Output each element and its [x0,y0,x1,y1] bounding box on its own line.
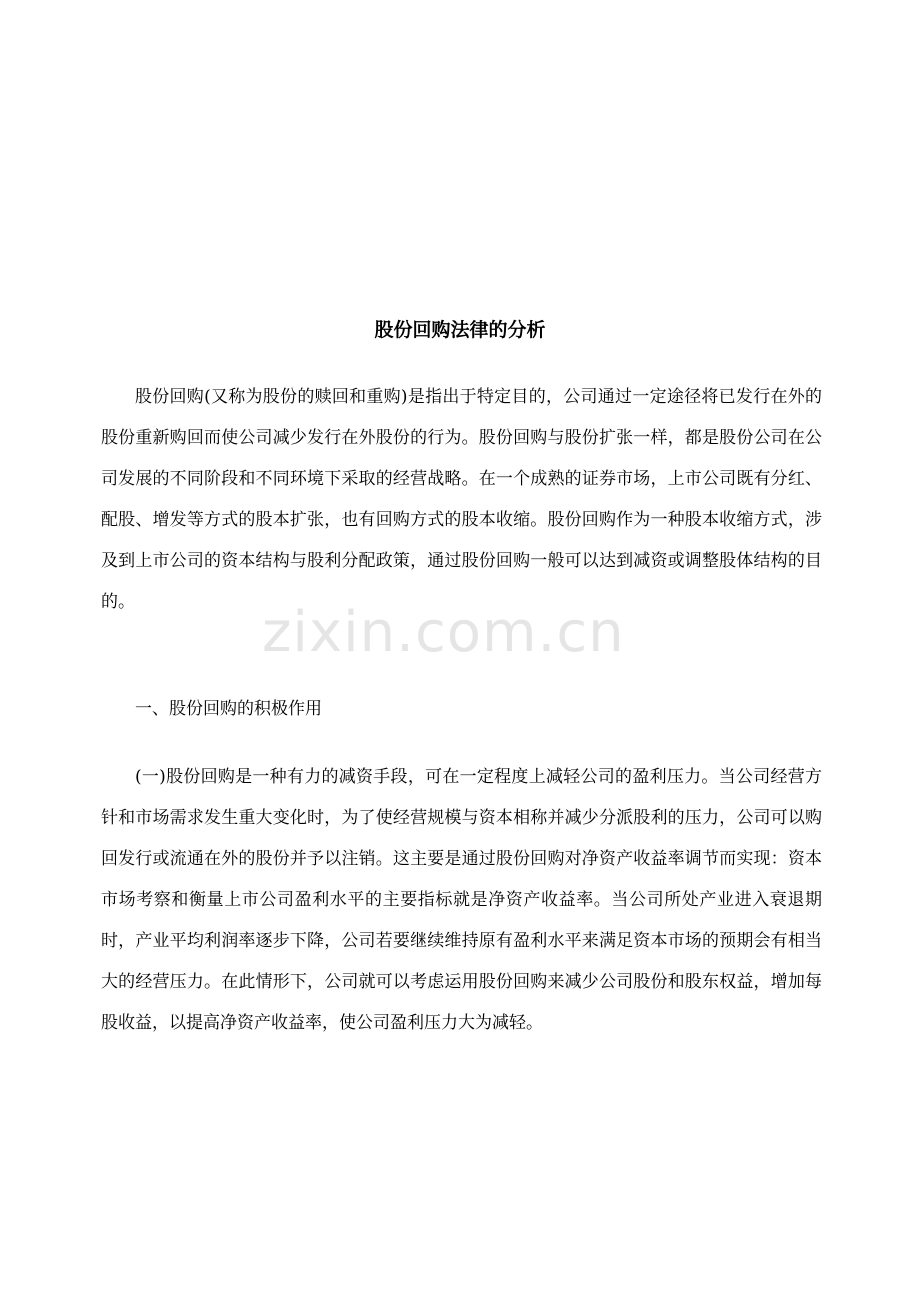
paragraph-intro: 股份回购(又称为股份的赎回和重购)是指出于特定目的，公司通过一定途径将已发行在外的股份重新购回而使公司减少发行在外股份的行为。股份回购与股份扩张一样，都是股份公司在公司发展的不同阶段和不同环境下采取的经营战略。在一个成熟的证券市场，上市公司既有分红、配股、增发等方式的股本扩张，也有回购方式的股本收缩。股份回购作为一种股本收缩方式，涉及到上市公司的资本结构与股利分配政策，通过股份回购一般可以达到减资或调整股体结构的目的。 [101,387,822,612]
document-title: 股份回购法律的分析 [374,319,546,341]
paragraph-section-one: (一)股份回购是一种有力的减资手段，可在一定程度上减轻公司的盈利压力。当公司经营方针和市场需求发生重大变化时，为了使经营规模与资本相称并减少分派股利的压力，公司可以购回发行或流通在外的股份并予以注销。这主要是通过股份回购对净资产收益率调节而实现：资本市场考察和衡量上市公司盈利水平的主要指标就是净资产收益率。当公司所处产业进入衰退期时，产业平均利润率逐步下降，公司若要继续维持原有盈利水平来满足资本市场的预期会有相当大的经营压力。在此情形下，公司就可以考虑运用股份回购来减少公司股份和股东权益，增加每股收益，以提高净资产收益率，使公司盈利压力大为减轻。 [101,767,822,1033]
watermark: zixin.com.cn [262,600,625,665]
section-heading: 一、股份回购的积极作用 [135,699,322,719]
